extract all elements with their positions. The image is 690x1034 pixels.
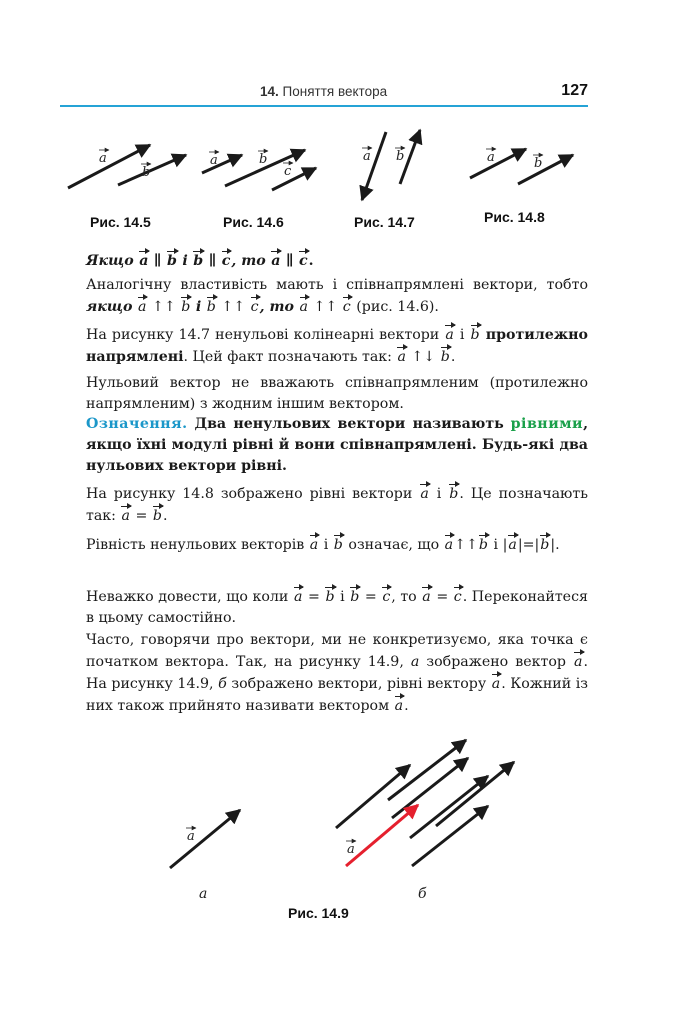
vec-a: a [420, 483, 428, 501]
vec-a: a [422, 586, 430, 604]
vector-b-arrow [118, 155, 186, 185]
vec-b: b [334, 534, 343, 552]
vec-a: a [139, 250, 148, 268]
vec-c: c [251, 296, 259, 314]
label-a: a [363, 149, 371, 164]
vec-b: b [167, 250, 177, 268]
vector-c-arrow [272, 168, 316, 190]
page-number: 127 [561, 82, 588, 99]
vec-a: a [492, 673, 500, 691]
vec-a: a [121, 505, 129, 523]
label-b: b [259, 152, 268, 167]
vec-b: b [479, 534, 488, 552]
vec-c: c [382, 586, 390, 604]
definition-label: Означення. [86, 416, 188, 432]
equal-vector-arrow [410, 776, 488, 838]
figure-14-7 [354, 130, 420, 230]
vec-b: b [350, 586, 359, 604]
label-a: a [487, 150, 495, 165]
label-c: c [284, 164, 292, 179]
vec-b: b [207, 296, 216, 314]
vec-b: b [153, 505, 162, 523]
paragraph-equality-meaning: Рівність ненульових векторів a і b означає, що a↑↑b і |a|=|b|. [86, 534, 588, 556]
vec-a: a [310, 534, 318, 552]
figure-14-9b [336, 740, 514, 902]
caption-14-7: Рис. 14.7 [354, 214, 415, 230]
vec-b: b [193, 250, 203, 268]
term-equal: рівними [510, 416, 584, 432]
figure-14-6 [202, 150, 316, 230]
figure-14-9a [170, 810, 240, 902]
subfig-label-a: а [199, 886, 208, 902]
label-b: b [142, 165, 151, 180]
vec-c: c [222, 250, 231, 268]
paragraph-codirected-property: Аналогічну властивість мають і співнапрямлені вектори, тобто якщо a ↑↑ b і b ↑↑ c, то a ↑↑ c (рис. 14.6). [86, 277, 588, 315]
paragraph-transitivity-parallel: Якщо a ∥ b і b ∥ c, то a ∥ c. [86, 250, 588, 272]
vec-a: a [395, 695, 403, 713]
vec-b: b [471, 324, 480, 342]
chapter-title: 14. Поняття вектора [260, 84, 388, 99]
caption-14-8: Рис. 14.8 [484, 209, 545, 225]
vec-b: b [441, 346, 450, 364]
label-a: a [187, 829, 195, 844]
vector-a-arrow [470, 149, 526, 178]
vec-b: b [449, 483, 458, 501]
caption-14-6: Рис. 14.6 [223, 214, 284, 230]
label-b: b [534, 156, 543, 171]
label-a: a [99, 151, 107, 166]
subfig-label-b: б [418, 886, 427, 902]
vec-c: c [343, 296, 351, 314]
vector-a-arrow [202, 155, 242, 173]
label-a: a [210, 153, 218, 168]
vector-b-arrow [518, 155, 573, 184]
paragraph-definition-equal: Означення. Два ненульових вектори називають рівними, якщо їхні модулі рівні й вони співнапрямлені. Будь-які два нульових вектори рівні. [86, 416, 589, 474]
vec-a: a [300, 296, 308, 314]
figure-14-8 [470, 149, 573, 225]
vec-a: a [138, 296, 146, 314]
vec-a: a [294, 586, 302, 604]
paragraph-opposite-direction: На рисунку 14.7 ненульові колінеарні вектори a і b протилежно напрямлені. Цей факт позначають так: a ↑↓ b. [86, 324, 588, 368]
equal-vector-arrow [336, 765, 410, 828]
paragraph-vector-start: Часто, говорячи про вектори, ми не конкретизуємо, яка точка є початком вектора. Так, на рисунку 14.9, а зображено вектор a. На рисунку 14.9, б зображено вектори, рівні вектору a. Кожний із них також прийнято називати вектором a. [86, 632, 589, 714]
vec-a: a [271, 250, 280, 268]
paragraph-transitivity-equal: Неважко довести, що коли a = b і b = c, то a = c. Переконайтеся в цьому самостійно. [86, 586, 588, 629]
vec-a: a [445, 324, 453, 342]
vec-c: c [454, 586, 462, 604]
paragraph-fig-14-8: На рисунку 14.8 зображено рівні вектори a і b. Це позначають так: a = b. [86, 483, 588, 527]
paragraph-zero-vector: Нульовий вектор не вважають співнапрямленим (протилежно напрямленим) з жодним іншим вектором. [86, 375, 588, 412]
vec-c: c [299, 250, 308, 268]
caption-14-9: Рис. 14.9 [288, 905, 349, 921]
vec-b: b [540, 534, 549, 552]
vector-a-arrow [170, 810, 240, 868]
vector-a-arrow [362, 132, 386, 200]
label-b: b [396, 149, 405, 164]
vec-a: a [508, 534, 516, 552]
vec-a: a [397, 346, 405, 364]
vector-a-arrow [68, 145, 150, 188]
label-a: a [347, 842, 355, 857]
vec-b: b [181, 296, 190, 314]
vec-a: a [445, 534, 453, 552]
figure-14-5 [68, 145, 186, 230]
red-vector-arrow [346, 805, 418, 866]
vec-b: b [325, 586, 334, 604]
vec-a: a [574, 651, 582, 669]
caption-14-5: Рис. 14.5 [90, 214, 151, 230]
